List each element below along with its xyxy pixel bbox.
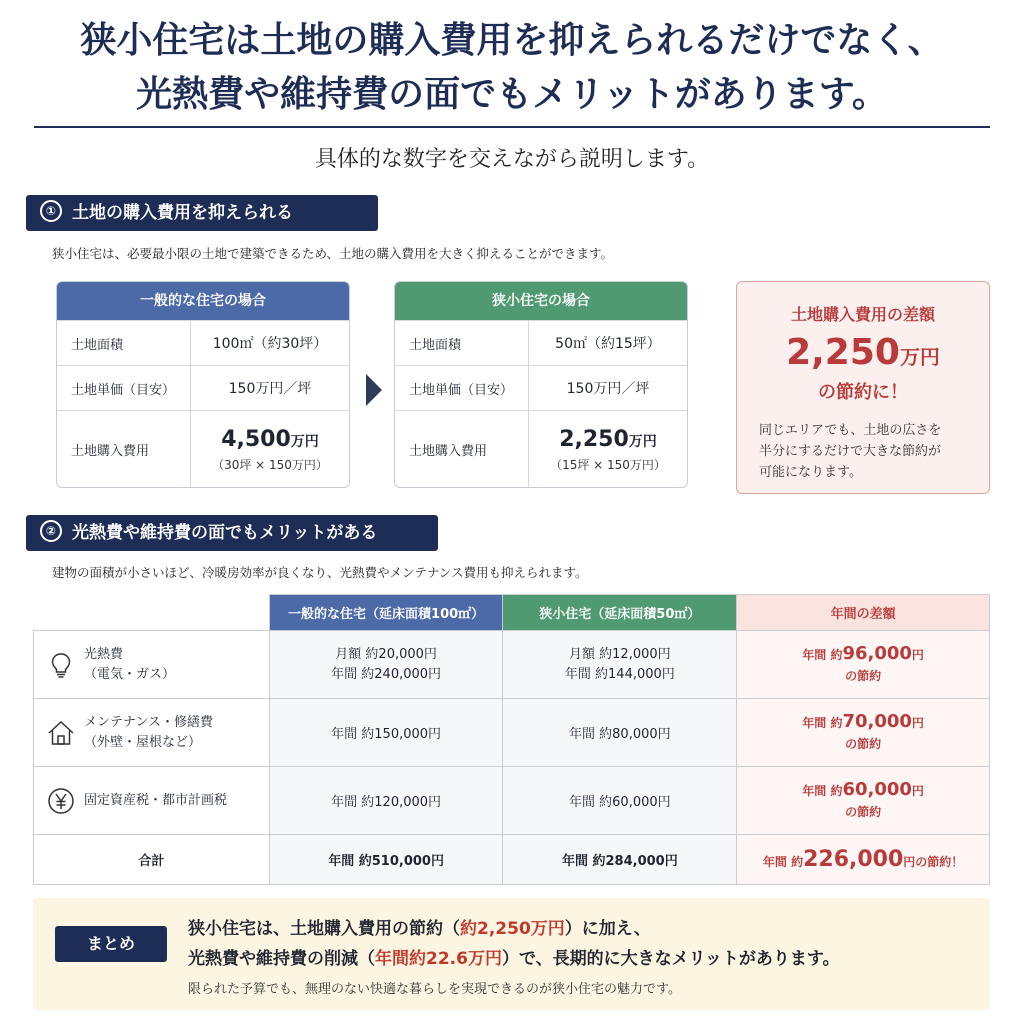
general-card-header: 一般的な住宅の場合	[57, 282, 349, 320]
narrow-cost-label: 土地購入費用	[395, 411, 529, 488]
maintenance-diff-sub: の節約	[845, 736, 882, 751]
page-title-line1: 狭小住宅は土地の購入費用を抑えられるだけでなく、	[80, 20, 944, 61]
narrow-row-area	[395, 320, 687, 365]
utility-diff-prefix: 年間 約	[802, 647, 843, 662]
narrow-cost-number: 2,250	[559, 426, 629, 452]
tax-label: 固定資産税・都市計画税	[84, 792, 228, 808]
diff-desc-line2: 半分にするだけで大きな節約が	[759, 444, 942, 459]
table-header-diff: 年間の差額	[737, 595, 990, 631]
section1-number-icon: ①	[40, 200, 62, 222]
table-row	[34, 767, 990, 835]
general-house-card	[56, 281, 350, 488]
narrow-house-card	[394, 281, 688, 488]
utility-general-monthly: 月額 約20,000円	[335, 646, 437, 662]
summary-line2-highlight: 年間約22.6万円	[375, 949, 502, 969]
general-area-label: 土地面積	[57, 321, 191, 365]
summary-line2-a: 光熱費や維持費の削減（	[188, 949, 375, 969]
page-title	[0, 14, 1024, 122]
tax-general-cell: 年間 約120,000円	[269, 767, 503, 835]
utility-sublabel: （電気・ガス）	[84, 666, 176, 682]
tax-diff-unit: 円	[911, 783, 924, 798]
utility-item-cell	[34, 631, 270, 699]
narrow-unit-price-label: 土地単価（目安）	[395, 366, 529, 410]
summary-line1-b: ）に加え、	[564, 919, 651, 939]
utility-diff-unit: 円	[911, 647, 924, 662]
total-diff-cell	[737, 835, 990, 885]
table-header-general: 一般的な住宅（延床面積100㎡）	[269, 595, 503, 631]
general-cost-label: 土地購入費用	[57, 411, 191, 488]
general-cost-unit: 万円	[290, 433, 319, 450]
diff-desc-line1: 同じエリアでも、土地の広さを	[759, 423, 942, 438]
summary-box	[33, 898, 990, 1010]
total-diff-suffix: 円の節約！	[903, 855, 964, 869]
page-title-line2: 光熱費や維持費の面でもメリットがあります。	[136, 74, 888, 115]
maintenance-sublabel: （外壁・屋根など）	[84, 734, 202, 750]
general-cost-number: 4,500	[221, 426, 291, 452]
narrow-card-header: 狭小住宅の場合	[395, 282, 687, 320]
summary-line1-a: 狭小住宅は、土地購入費用の節約（	[188, 919, 460, 939]
utility-general-cell	[269, 631, 503, 699]
maintenance-diff-unit: 円	[911, 715, 924, 730]
table-row	[34, 699, 990, 767]
section1-description: 狭小住宅は、必要最小限の土地で建築できるため、土地の購入費用を大きく抑えることができます。	[52, 246, 614, 261]
diff-amount-number: 2,250	[786, 332, 900, 373]
utility-diff-cell	[737, 631, 990, 699]
utility-label: 光熱費	[84, 646, 124, 662]
maintenance-diff-cell	[737, 699, 990, 767]
table-total-row	[34, 835, 990, 885]
diff-subtext: の節約に！	[818, 382, 908, 403]
narrow-cost-value	[529, 411, 687, 488]
utility-narrow-cell	[503, 631, 737, 699]
utility-general-yearly: 年間 約240,000円	[331, 666, 442, 682]
table-header-blank	[34, 595, 270, 631]
table-header-narrow: 狭小住宅（延床面積50㎡）	[503, 595, 737, 631]
diff-amount-unit: 万円	[899, 345, 940, 369]
maintenance-label: メンテナンス・修繕費	[84, 714, 213, 730]
house-icon	[46, 718, 76, 748]
tax-item-cell	[34, 767, 270, 835]
narrow-unit-price-value: 150万円／坪	[566, 381, 650, 397]
total-diff-prefix: 年間 約	[762, 855, 804, 869]
general-unit-price-value: 150万円／坪	[228, 381, 312, 397]
summary-line1-highlight: 約2,250万円	[460, 919, 565, 939]
general-row-cost	[57, 410, 349, 488]
tax-diff-number: 60,000	[842, 778, 912, 800]
yen-icon	[46, 786, 76, 816]
section1-heading-text: 土地の購入費用を抑えられる	[72, 203, 293, 223]
narrow-cost-note: （15坪 × 150万円）	[550, 457, 666, 472]
summary-line3: 限られた予算でも、無理のない快適な暮らしを実現できるのが狭小住宅の魅力です。	[188, 982, 681, 997]
summary-line1	[188, 914, 651, 939]
page-subtitle: 具体的な数字を交えながら説明します。	[314, 147, 710, 172]
tax-diff-prefix: 年間 約	[802, 783, 843, 798]
diff-desc-line3: 可能になります。	[759, 465, 862, 480]
total-general-cell: 年間 約510,000円	[269, 835, 503, 885]
general-unit-price-label: 土地単価（目安）	[57, 366, 191, 410]
utility-narrow-monthly: 月額 約12,000円	[569, 646, 671, 662]
narrow-area-label: 土地面積	[395, 321, 529, 365]
summary-badge: まとめ	[55, 926, 167, 962]
narrow-row-cost	[395, 410, 687, 488]
total-narrow-cell: 年間 約284,000円	[503, 835, 737, 885]
diff-title: 土地購入費用の差額	[790, 305, 935, 324]
summary-line2	[188, 944, 840, 969]
diff-description	[759, 420, 974, 483]
table-header-row	[34, 595, 990, 631]
general-row-area	[57, 320, 349, 365]
tax-narrow-cell: 年間 約60,000円	[503, 767, 737, 835]
table-row	[34, 631, 990, 699]
maintenance-diff-number: 70,000	[842, 710, 912, 732]
general-cost-note: （30坪 × 150万円）	[212, 457, 328, 472]
general-cost-value	[191, 411, 349, 488]
title-divider	[34, 126, 990, 128]
section2-description: 建物の面積が小さいほど、冷暖房効率が良くなり、光熱費やメンテナンス費用も抑えられます。	[52, 565, 588, 580]
tax-diff-cell	[737, 767, 990, 835]
section1-heading	[26, 195, 378, 231]
utility-diff-number: 96,000	[842, 642, 912, 664]
total-label-cell: 合計	[34, 835, 270, 885]
utility-narrow-yearly: 年間 約144,000円	[564, 666, 675, 682]
narrow-area-value: 50㎡（約15坪）	[555, 336, 661, 352]
lightbulb-icon	[46, 650, 76, 680]
arrow-right-icon	[366, 374, 382, 406]
general-row-unit-price	[57, 365, 349, 410]
general-area-value: 100㎡（約30坪）	[212, 336, 328, 352]
maintenance-item-cell	[34, 699, 270, 767]
cost-comparison-table	[33, 594, 990, 885]
total-diff-number: 226,000	[803, 847, 904, 872]
diff-amount	[737, 332, 989, 373]
land-cost-difference-box	[736, 281, 990, 494]
narrow-row-unit-price	[395, 365, 687, 410]
maintenance-general-cell: 年間 約150,000円	[269, 699, 503, 767]
maintenance-narrow-cell: 年間 約80,000円	[503, 699, 737, 767]
narrow-cost-unit: 万円	[628, 433, 657, 450]
utility-diff-sub: の節約	[845, 668, 882, 683]
section2-heading-text: 光熱費や維持費の面でもメリットがある	[72, 523, 378, 543]
section2-number-icon: ②	[40, 520, 62, 542]
maintenance-diff-prefix: 年間 約	[802, 715, 843, 730]
tax-diff-sub: の節約	[845, 804, 882, 819]
section2-heading	[26, 515, 438, 551]
summary-line2-b: ）で、長期的に大きなメリットがあります。	[501, 949, 840, 969]
